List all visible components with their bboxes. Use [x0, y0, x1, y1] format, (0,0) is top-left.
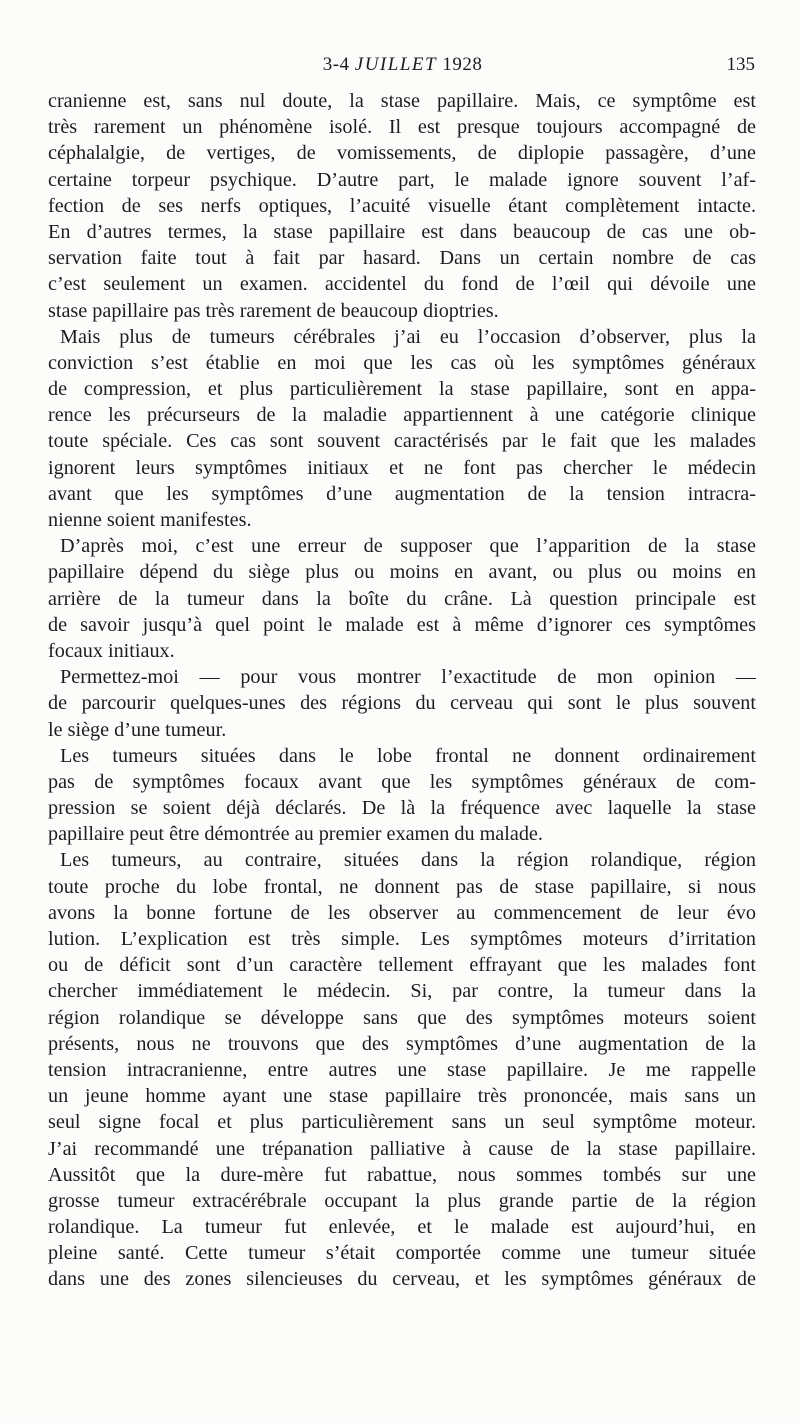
text-line: Les tumeurs situées dans le lobe frontal ne donnent ordinairement	[60, 744, 756, 767]
text-line: J’ai recommandé une trépanation palliative à cause de la stase papillaire.	[48, 1137, 756, 1160]
text-line: ignorent leurs symptômes initiaux et ne font pas chercher le médecin	[48, 456, 756, 479]
text-line: c’est seulement un examen. accidentel du fond de l’œil qui dévoile une	[48, 273, 756, 296]
text-line: fection de ses nerfs optiques, l’acuité visuelle étant complètement intacte.	[48, 194, 756, 217]
text-line: rence les précurseurs de la maladie appartiennent à une catégorie clinique	[48, 404, 756, 427]
text-line: un jeune homme ayant une stase papillaire très prononcée, mais sans un	[48, 1085, 756, 1108]
text-line: présents, nous ne trouvons que des symptômes d’une augmentation de la	[48, 1032, 756, 1055]
page-header	[50, 50, 755, 80]
text-line: pression se soient déjà déclarés. De là la fréquence avec laquelle la stase	[48, 797, 756, 820]
text-line: nienne soient manifestes.	[48, 509, 252, 531]
text-line: cranienne est, sans nul doute, la stase papillaire. Mais, ce symptôme est	[48, 90, 756, 112]
text-line: ou de déficit sont d’un caractère tellement effrayant que les malades font	[48, 954, 756, 977]
text-line: Aussitôt que la dure-mère fut rabattue, nous sommes tombés sur une	[48, 1163, 756, 1186]
text-line: de savoir jusqu’à quel point le malade est à même d’ignorer ces symptômes	[48, 613, 756, 636]
text-line: pleine santé. Cette tumeur s’était comportée comme une tumeur située	[48, 1242, 756, 1265]
text-line: avons la bonne fortune de les observer au commencement de leur évo	[48, 901, 756, 924]
text-line: pas de symptômes focaux avant que les symptômes généraux de com-	[48, 770, 756, 793]
text-line: dans une des zones silencieuses du cerveau, et les symptômes généraux de	[48, 1268, 756, 1291]
text-line: grosse tumeur extracérébrale occupant la plus grande partie de la région	[48, 1189, 756, 1212]
text-line: le siège d’une tumeur.	[48, 718, 227, 741]
text-line: papillaire dépend du siège plus ou moins en avant, ou plus ou moins en	[48, 561, 756, 584]
text-line: de compression, et plus particulièrement la stase papillaire, sont en appa-	[48, 378, 756, 401]
text-line: de parcourir quelques-unes des régions du cerveau qui sont le plus souvent	[48, 692, 756, 715]
page-number: 135	[726, 54, 755, 75]
text-line: lution. L’explication est très simple. Les symptômes moteurs d’irritation	[48, 928, 756, 950]
text-line: rolandique. La tumeur fut enlevée, et le malade est aujourd’hui, en	[48, 1216, 756, 1239]
text-line: stase papillaire pas très rarement de beaucoup dioptries.	[48, 299, 499, 322]
year: 1928	[442, 54, 483, 75]
text-line: papillaire peut être démontrée au premier examen du malade.	[48, 823, 543, 846]
text-line: focaux initiaux.	[48, 639, 175, 662]
text-line: céphalalgie, de vertiges, de vomissements, de diplopie passagère, d’une	[48, 142, 756, 165]
text-line: toute spéciale. Ces cas sont souvent caractérisés par le fait que les malades	[48, 430, 756, 453]
month: JUILLET	[354, 54, 438, 75]
text-line: chercher immédiatement le médecin. Si, par contre, la tumeur dans la	[48, 980, 756, 1003]
text-line: servation faite tout à fait par hasard. Dans un certain nombre de cas	[48, 247, 756, 270]
text-line: région rolandique se développe sans que des symptômes moteurs soient	[48, 1006, 756, 1029]
text-line: tension intracranienne, entre autres une stase papillaire. Je me rappelle	[48, 1058, 756, 1081]
text-line: Les tumeurs, au contraire, situées dans la région rolandique, région	[60, 849, 756, 872]
text-line: très rarement un phénomène isolé. Il est presque toujours accompagné de	[48, 116, 756, 139]
text-line: arrière de la tumeur dans la boîte du crâne. Là question principale est	[48, 587, 756, 610]
text-line: D’après moi, c’est une erreur de supposer que l’apparition de la stase	[60, 535, 756, 558]
date-prefix: 3-4	[322, 54, 350, 75]
text-line: avant que les symptômes d’une augmentation de la tension intracra-	[48, 482, 756, 505]
text-line: Permettez-moi — pour vous montrer l’exactitude de mon opinion —	[60, 666, 756, 689]
text-line: seul signe focal et plus particulièrement sans un seul symptôme moteur.	[48, 1111, 756, 1134]
running-title	[50, 54, 755, 76]
text-line: En d’autres termes, la stase papillaire est dans beaucoup de cas une ob-	[48, 220, 756, 243]
text-line: conviction s’est établie en moi que les cas où les symptômes généraux	[48, 351, 756, 374]
body-text	[48, 88, 756, 1293]
text-line: Mais plus de tumeurs cérébrales j’ai eu l’occasion d’observer, plus la	[60, 325, 756, 348]
text-line: certaine torpeur psychique. D’autre part, le malade ignore souvent l’af-	[48, 168, 756, 191]
text-line: toute proche du lobe frontal, ne donnent pas de stase papillaire, si nous	[48, 875, 756, 898]
